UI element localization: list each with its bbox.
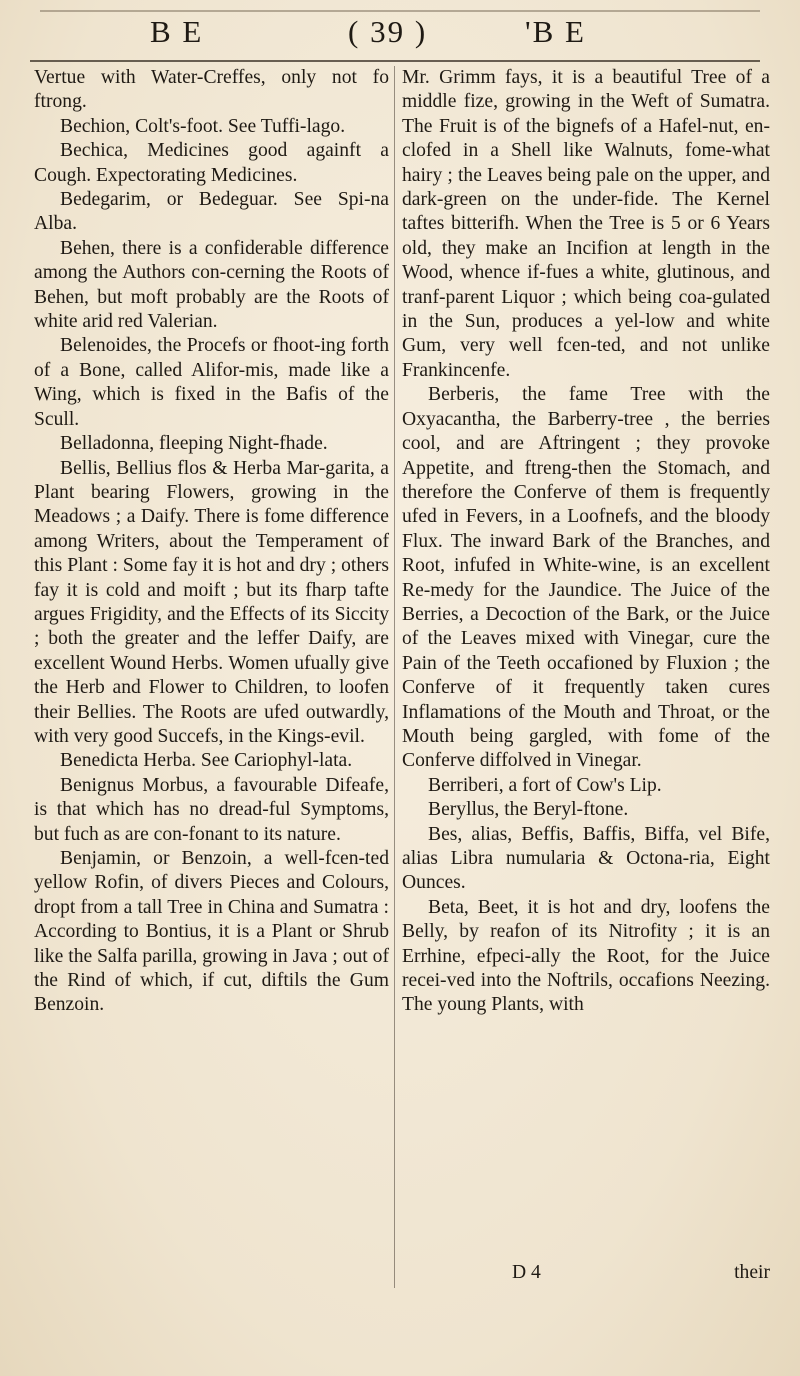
top-edge-line — [40, 10, 760, 12]
header-right-letters: 'B E — [525, 14, 586, 49]
entry-paragraph: Belladonna, fleeping Night-fhade. — [60, 433, 328, 455]
signature-mark: D 4 — [512, 1262, 541, 1283]
right-column — [402, 66, 770, 1018]
header-left-letters: B E — [150, 14, 204, 49]
entry-paragraph: Benjamin, or Benzoin, a well-fcen-ted yellow Rofin, of divers Pieces and Colours, dropt from a tall Tree in China and Sumatra : According to Bontius, it is a Plant or Shrub like the Salfa parilla, growing in Java ; out of the Rind of which, if cut, diftils the Gum Benzoin. — [34, 848, 389, 1016]
entry-paragraph: Bechion, Colt's-foot. See Tuffi-lago. — [60, 115, 346, 137]
entry-paragraph: Benignus Morbus, a favourable Difeafe, is that which has no dread-ful Symptoms, but fuch as are con-fonant to its nature. — [34, 774, 389, 845]
left-column — [34, 66, 389, 1018]
catchword: their — [734, 1262, 770, 1283]
entry-paragraph: Benedicta Herba. See Cariophyl-lata. — [60, 750, 353, 772]
running-header — [0, 14, 800, 60]
column-divider — [394, 66, 395, 1288]
entry-paragraph: Bechica, Medicines good againft a Cough. Expectorating Medicines. — [34, 140, 389, 186]
entry-paragraph: Berberis, the fame Tree with the Oxyacantha, the Barberry-tree , the berries cool, and are Aftringent ; they provoke Appetite, and ftreng-then the Stomach, and therefore the Conferve of them is frequently ufed in Fevers, in a Loofnefs, and the bloody Flux. The inward Bark of the Branches, and Root, infufed in White-wine, is an excellent Re-medy for the Jaundice. The Juice of the Berries, a Decoction of the Bark, or the Juice of the Leaves mixed with Vinegar, cure the Pain of the Teeth occafioned by Fluxion ; the Conferve of it frequently taken cures Inflamations of the Mouth and Throat, or the Mouth being gargled, with fome of the Conferve diffolved in Vinegar. — [402, 384, 770, 772]
entry-paragraph: Vertue with Water-Creffes, only not fo ftrong. — [34, 67, 389, 113]
entry-paragraph: Bedegarim, or Bedeguar. See Spi-na Alba. — [34, 189, 389, 235]
entry-paragraph: Mr. Grimm fays, it is a beautiful Tree of a middle fize, growing in the Weft of Sumatra. The Fruit is of the bignefs of a Hafel-nut, en-clofed in a Shell like Walnuts, fome-what hairy ; the Leaves being pale on the upper, and dark-green on the under-fide. The Kernel taftes bitterifh. When the Tree is 5 or 6 Years old, they make an Incifion at length in the Wood, whence if-fues a white, glutinous, and tranf-parent Liquor ; which being coa-gulated in the Sun, produces a yel-low and white Gum, very well fcen-ted, and not unlike Frankincenfe. — [402, 67, 770, 381]
entry-paragraph: Behen, there is a confiderable difference among the Authors con-cerning the Roots of Behen, but moft probably are the Roots of white arid red Valerian. — [34, 237, 389, 333]
entry-paragraph: Bellis, Bellius flos & Herba Mar-garita, a Plant bearing Flowers, growing in the Meadows ; a Daify. There is fome difference among Writers, about the Temperament of this Plant : Some fay it is hot and dry ; others fay it is cold and moift ; but its fharp tafte argues Frigidity, and the Effects of its Siccity ; both the greater and the leffer Daify, are excellent Wound Herbs. Women ufually give the Herb and Flower to Children, to loofen their Bellies. The Roots are ufed outwardly, with very good Succefs, in the Kings-evil. — [34, 457, 389, 747]
entry-paragraph: Beta, Beet, it is hot and dry, loofens the Belly, by reafon of its Nitrofity ; it is an Errhine, efpeci-ally the Root, for the Juice recei-ved into the Noftrils, occafions Neezing. The young Plants, with — [402, 896, 770, 1016]
entry-paragraph: Belenoides, the Procefs or fhoot-ing forth of a Bone, called Alifor-mis, made like a Wing, which is fixed in the Bafis of the Scull. — [34, 335, 389, 430]
entry-paragraph: Berriberi, a fort of Cow's Lip. — [428, 774, 662, 796]
entry-paragraph: Beryllus, the Beryl-ftone. — [428, 799, 629, 821]
header-rule — [30, 60, 760, 62]
entry-paragraph: Bes, alias, Beffis, Baffis, Biffa, vel Bife, alias Libra numularia & Octona-ria, Eight Ounces. — [402, 823, 770, 894]
page-number: ( 39 ) — [348, 14, 428, 49]
